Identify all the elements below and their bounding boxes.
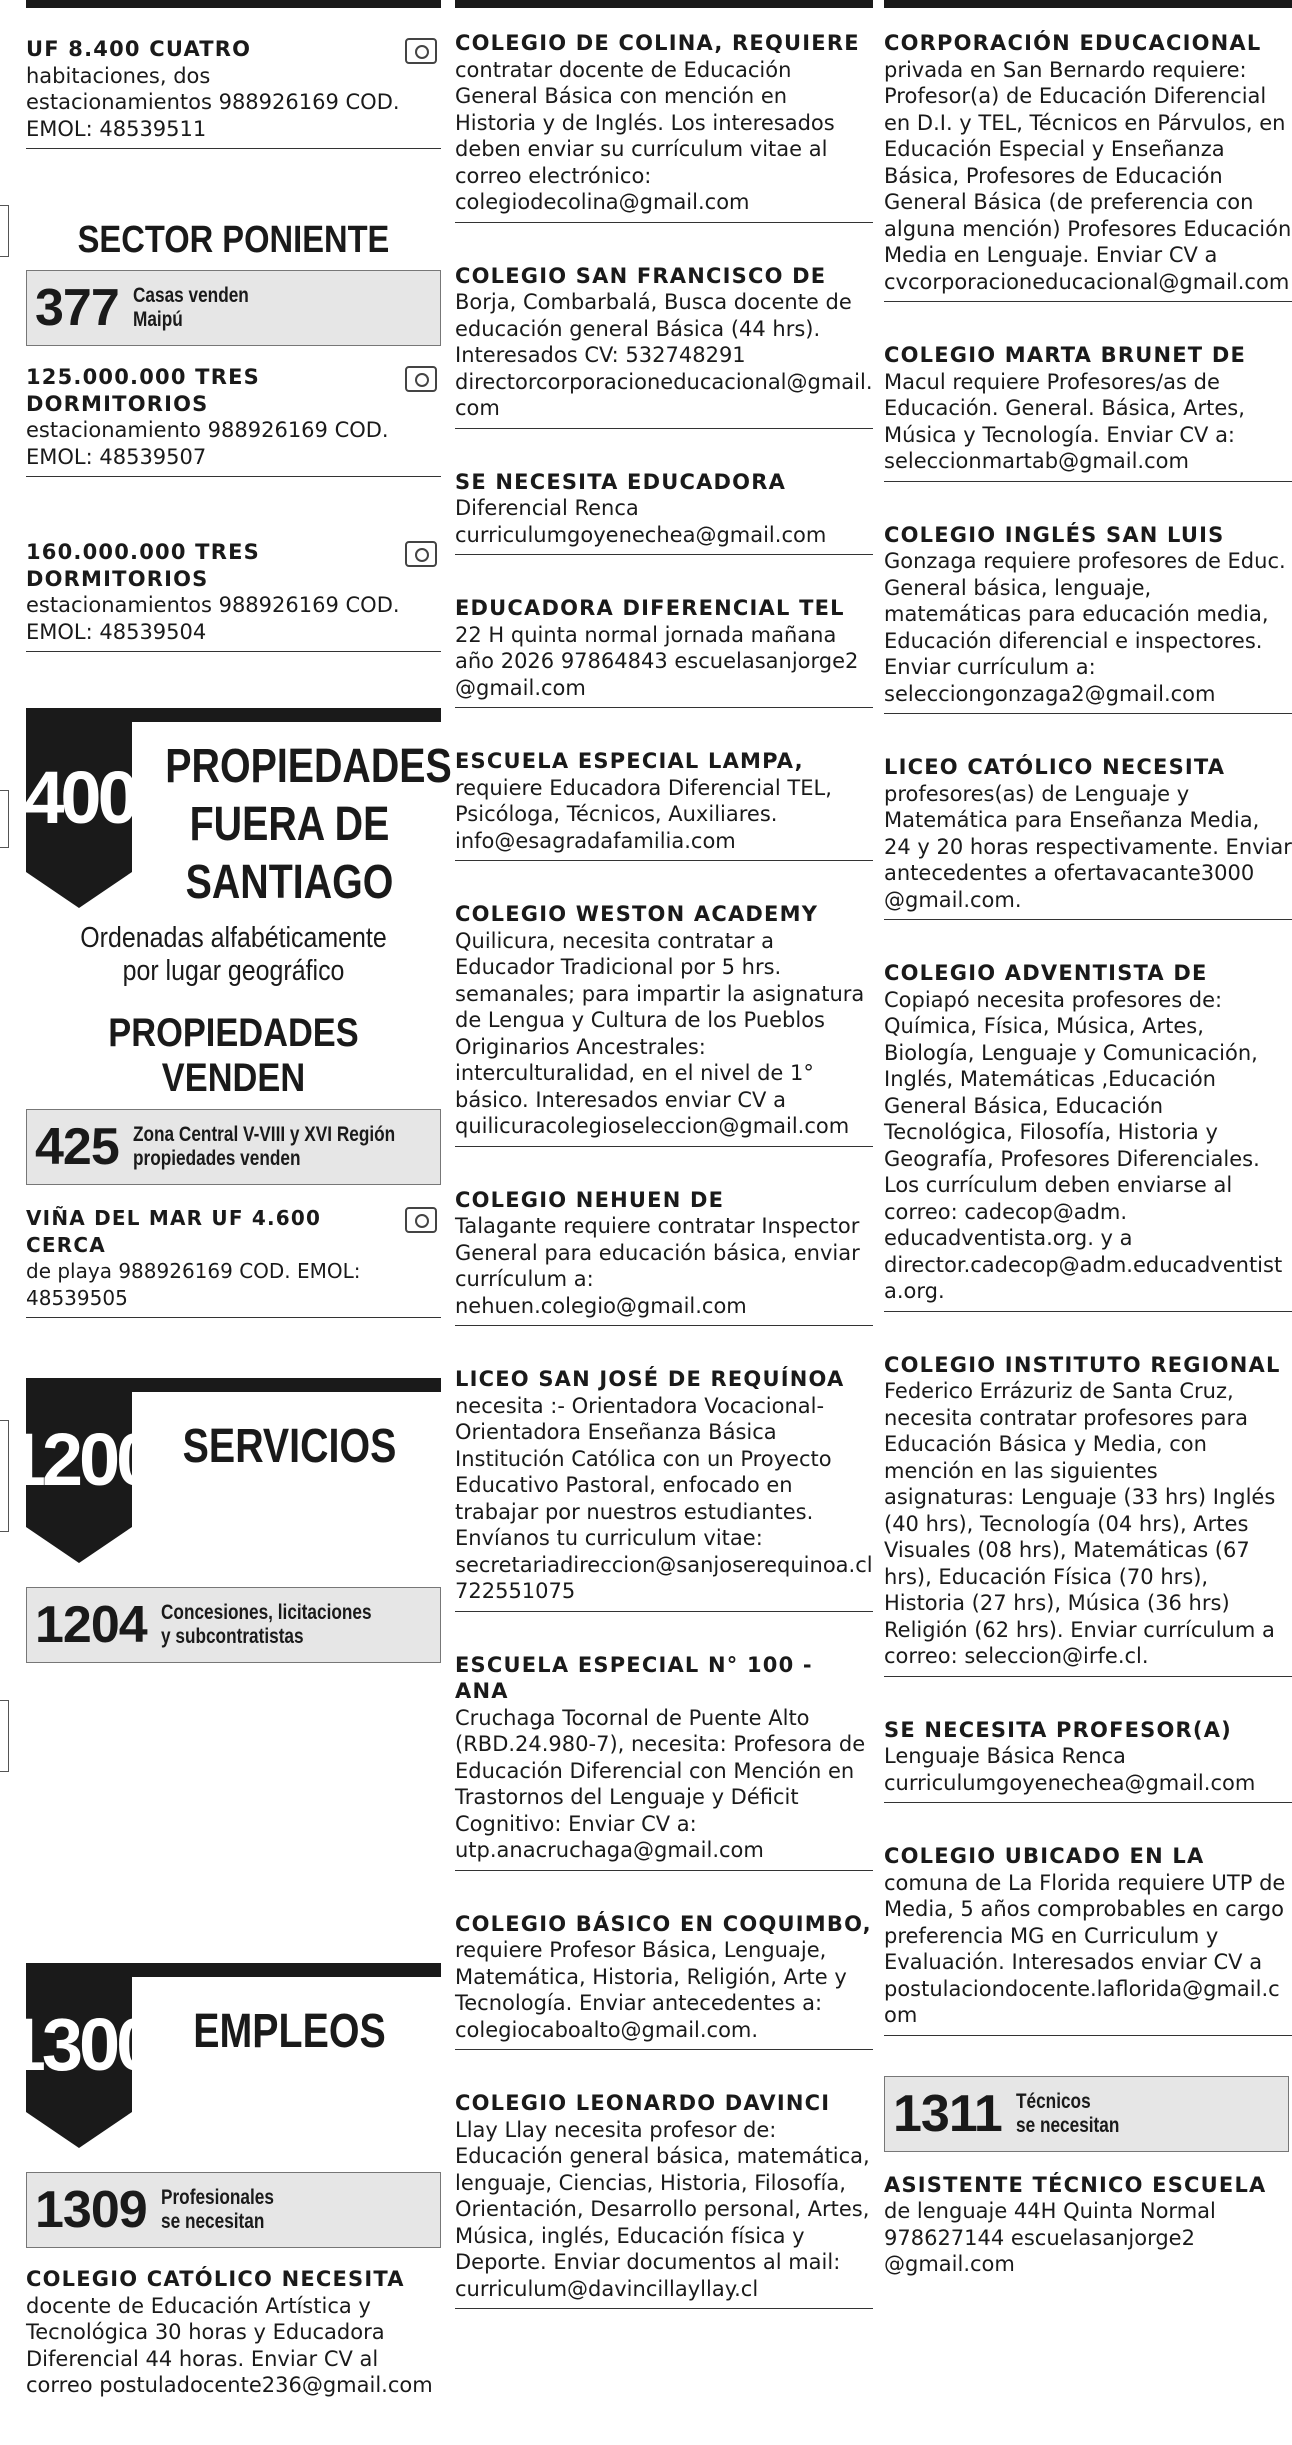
category-box [26, 270, 441, 346]
classified-ad [26, 2266, 441, 2405]
ad-body: contratar docente de Educación General Básica con mención en Historia y de Inglés. Los interesados deben enviar su currículum vitae al correo electrónico: colegiodecolina@gmail.com [455, 57, 835, 214]
category-line: se necesitan [1015, 2113, 1120, 2137]
classified-ad [455, 1366, 873, 1612]
category-line: Técnicos [1015, 2089, 1091, 2113]
cropped-edge [0, 205, 9, 257]
section-number: 400 [26, 722, 132, 872]
ad-body: Copiapó necesita profesores de: Química, Física, Música, Artes, Biología, Lenguaje y Comunicación, Inglés, Matemáticas ,Educación General Básica, Educación Tecnológica, Filosofía, Historia y Geografía, Profesores Diferenciales. Los currículum deben enviarse al correo: cadecop@adm. educadventista.org. y a director.cadecop@adm.educadventista.org. [884, 987, 1283, 1303]
section-number: 1300 [26, 1977, 132, 2112]
section-1300 [4, 1963, 441, 2172]
classified-ad [455, 1652, 873, 1871]
ad-body: Lenguaje Básica Renca curriculumgoyenechea@gmail.com [884, 1744, 1256, 1795]
ad-body: necesita :- Orientadora Vocacional- Orientadora Enseñanza Básica Institución Católica con un Proyecto Educativo Pastoral, enfocado en trabajar por nuestros estudiantes. Envíanos tu curriculum vitae: secretariadireccion@sanjoserequinoa.cl 722551075 [455, 1393, 873, 1603]
ads-list [884, 8, 1292, 2036]
section-heading: SECTOR PONIENTE [77, 219, 390, 261]
classified-ad [884, 1843, 1292, 2036]
classified-ad [884, 342, 1292, 482]
cropped-edge [0, 1420, 9, 1532]
classified-ad [884, 522, 1292, 715]
cropped-edge [0, 790, 9, 848]
classified-ad [884, 1352, 1292, 1677]
ad-heading: CORPORACIÓN EDUCACIONAL [884, 31, 1262, 55]
ad-heading: COLEGIO ADVENTISTA DE [884, 961, 1208, 985]
ad-body: Quilicura, necesita contratar a Educador Tradicional por 5 hrs. semanales; para impartir la asignatura de Lengua y Cultura de los Pueblos Originarios Ancestrales: interculturalidad, en el nivel de 1° básico. Interesados enviar CV a quilicuracolegioseleccion@gmail.com [455, 928, 865, 1138]
ad-body: Federico Errázuriz de Santa Cruz, necesita contratar profesores para Educación Básica y Media, con mención en las siguientes asignaturas: Lenguaje (33 hrs) Inglés (40 hrs), Tecnología (04 hrs), Artes Visuales (08 hrs), Matemáticas (67 hrs), Educación Física (70 hrs), Historia (27 hrs), Música (36 hrs) Religión (62 hrs). Enviar currículum a correo: seleccion@irfe.cl. [884, 1379, 1276, 1668]
ad-body: estacionamiento 988926169 COD. EMOL: 48539507 [26, 418, 389, 469]
ad-heading: 160.000.000 TRES DORMITORIOS [26, 540, 260, 591]
ad-body: Llay Llay necesita profesor de: Educación general básica, matemática, lenguaje, Ciencias, Historia, Filosofía, Orientación, Desarrollo personal, Artes, Música, inglés, Educación física y Deporte. Enviar documentos al mail: curriculum@davincillayllay.cl [455, 2117, 870, 2301]
category-box [26, 1587, 441, 1663]
column-2 [455, 0, 873, 2349]
ad-body: Cruchaga Tocornal de Puente Alto (RBD.24.980-7), necesita: Profesora de Educación Diferencial con Mención en Trastornos del Lenguaje y Déficit Cognitivo: Enviar CV a: utp.anacruchaga@gmail.com [455, 1705, 866, 1862]
category-line: Casas venden [132, 284, 249, 307]
ad-body: de lenguaje 44H Quinta Normal 978627144 escuelasanjorge2 @gmail.com [884, 2199, 1216, 2276]
ad-body: Borja, Combarbalá, Busca docente de educación general Básica (44 hrs). Interesados CV: 532748291 directorcorporacioneducacional@gmail.com [455, 290, 873, 420]
top-rule [884, 0, 1292, 8]
category-box [884, 2076, 1289, 2152]
ad-body: 22 H quinta normal jornada mañana año 2026 97864843 escuelasanjorge2 @gmail.com [455, 622, 859, 700]
ad-body: profesores(as) de Lenguaje y Matemática para Enseñanza Media, 24 y 20 horas respectivamente. Enviar antecedentes a ofertavacante3000 @gmail.com. [884, 781, 1292, 912]
ad-heading: ASISTENTE TÉCNICO ESCUELA [884, 2172, 1267, 2197]
section-subtitle: por lugar geográfico [122, 955, 345, 987]
ad-heading: 125.000.000 TRES DORMITORIOS [26, 365, 260, 416]
section-title: SERVICIOS [182, 1420, 397, 1473]
ad-heading: COLEGIO INSTITUTO REGIONAL [884, 1352, 1281, 1377]
camera-icon[interactable] [405, 366, 437, 392]
ad-heading: COLEGIO NEHUEN DE [455, 1187, 725, 1212]
column-3 [884, 0, 1292, 2324]
section-title: EMPLEOS [193, 2005, 386, 2058]
ad-heading: COLEGIO WESTON ACADEMY [455, 902, 819, 926]
category-line: se necesitan [160, 2210, 265, 2233]
category-line: Profesionales [160, 2186, 274, 2209]
classified-ad [884, 30, 1292, 302]
classified-ad [455, 595, 873, 708]
classified-ad [455, 469, 873, 556]
ad-body: Talagante requiere contratar Inspector General para educación básica, enviar currículum a: nehuen.colegio@gmail.com [455, 1214, 860, 1318]
ad-heading: ESCUELA ESPECIAL LAMPA, [455, 749, 804, 773]
ad-heading: COLEGIO DE COLINA, REQUIERE [455, 31, 860, 55]
classified-ad [884, 2172, 1292, 2284]
ad-heading: COLEGIO CATÓLICO NECESITA [26, 2267, 405, 2291]
classified-ad [455, 1187, 873, 1327]
top-rule [26, 0, 441, 8]
category-number: 1309 [35, 2181, 147, 2239]
section-1200 [4, 1378, 441, 1587]
camera-icon[interactable] [405, 541, 437, 567]
classified-ad [884, 960, 1292, 1312]
classified-ad [26, 36, 441, 149]
classified-ad [884, 754, 1292, 920]
section-subtitle: Ordenadas alfabéticamente [80, 922, 387, 954]
ad-body: Diferencial Renca curriculumgoyenechea@gmail.com [455, 496, 827, 547]
ad-heading: EDUCADORA DIFERENCIAL TEL [455, 596, 845, 620]
category-number: 1311 [893, 2084, 1002, 2143]
ad-heading: VIÑA DEL MAR UF 4.600 CERCA [26, 1206, 322, 1257]
ad-body: habitaciones, dos estacionamientos 988926169 COD. EMOL: 48539511 [26, 63, 400, 141]
section-title: PROPIEDADES [165, 740, 452, 793]
category-number: 425 [35, 1118, 119, 1176]
section-title: SANTIAGO [185, 856, 394, 909]
category-line: propiedades venden [132, 1147, 301, 1170]
section-400 [23, 708, 452, 1007]
ad-body: Macul requiere Profesores/as de Educación. General. Básica, Artes, Música y Tecnología. Enviar CV a: seleccionmartab@gmail.com [884, 369, 1245, 473]
classified-ad [455, 263, 873, 429]
ad-body: de playa 988926169 COD. EMOL: 48539505 [26, 1259, 361, 1310]
camera-icon[interactable] [405, 1207, 437, 1233]
ad-heading: COLEGIO UBICADO EN LA [884, 1844, 1205, 1868]
classified-ad [26, 1205, 441, 1318]
column-1 [4, 0, 452, 2445]
ad-heading: SE NECESITA EDUCADORA [455, 469, 787, 494]
ad-heading: COLEGIO LEONARDO DAVINCI [455, 2091, 831, 2115]
ad-heading: COLEGIO BÁSICO EN COQUIMBO, [455, 1911, 872, 1936]
ad-heading: UF 8.400 CUATRO [26, 37, 252, 61]
cropped-edge [0, 1700, 9, 1772]
classified-ad [455, 1911, 873, 2051]
ad-heading: SE NECESITA PROFESOR(A) [884, 1717, 1232, 1742]
classified-ad [26, 539, 441, 652]
category-line: Maipú [132, 308, 183, 331]
category-box [26, 1109, 441, 1185]
classified-ad [455, 748, 873, 861]
classified-ad [26, 364, 441, 477]
section-title: FUERA DE [189, 798, 390, 851]
ad-heading: LICEO SAN JOSÉ DE REQUÍNOA [455, 1367, 845, 1391]
classified-ad [455, 901, 873, 1147]
classified-ad [455, 30, 873, 223]
section-heading: PROPIEDADES VENDEN [108, 1011, 359, 1100]
category-line: y subcontratistas [160, 1625, 304, 1648]
category-line: Concesiones, licitaciones [160, 1601, 372, 1624]
ad-heading: LICEO CATÓLICO NECESITA [884, 755, 1226, 779]
ad-body: requiere Profesor Básica, Lenguaje, Matemática, Historia, Religión, Arte y Tecnología. Enviar antecedentes a: colegiocaboalto@gmail.com. [455, 1938, 847, 2042]
ads-list [455, 8, 873, 2309]
category-line: Zona Central V-VIII y XVI Región [132, 1123, 395, 1146]
classified-ad [884, 1717, 1292, 1804]
ad-body: requiere Educadora Diferencial TEL, Psicóloga, Técnicos, Auxiliares. info@esagradafamilia.com [455, 775, 832, 853]
ad-heading: COLEGIO MARTA BRUNET DE [884, 343, 1247, 367]
ad-heading: COLEGIO SAN FRANCISCO DE [455, 263, 827, 288]
section-number: 1200 [26, 1392, 132, 1527]
ad-body: docente de Educación Artística y Tecnológica 30 horas y Educadora Diferencial 44 horas. Enviar CV al correo postuladocente236@gmail.com [26, 2293, 433, 2397]
ad-body: Gonzaga requiere profesores de Educ. General básica, lenguaje, matemáticas para educación media, Educación diferencial e inspectores. Enviar currículum a: selecciongonzaga2@gmail.com [884, 549, 1286, 706]
ad-heading: COLEGIO INGLÉS SAN LUIS [884, 522, 1225, 547]
ad-body: estacionamientos 988926169 COD. EMOL: 48539504 [26, 593, 400, 644]
top-rule [455, 0, 873, 8]
camera-icon[interactable] [405, 38, 437, 64]
category-number: 377 [35, 279, 119, 337]
classified-ad [455, 2090, 873, 2309]
ad-body: comuna de La Florida requiere UTP de Media, 5 años comprobables en cargo preferencia MG en Curriculum y Evaluación. Interesados enviar CV a postulaciondocente.laflorida@gmail.com [884, 1870, 1286, 2027]
category-number: 1204 [35, 1596, 147, 1654]
ad-body: privada en San Bernardo requiere: Profesor(a) de Educación Diferencial en D.I. y TEL, Técnicos en Párvulos, en Educación Especial y Enseñanza Básica, Profesores de Educación General Básica (de preferencia con alguna mención) Profesores Educación Media en Lenguaje. Enviar CV a cvcorporacioneducacional@gmail.com [884, 57, 1292, 294]
category-box [26, 2172, 441, 2248]
ad-heading: ESCUELA ESPECIAL N° 100 - ANA [455, 1652, 813, 1703]
